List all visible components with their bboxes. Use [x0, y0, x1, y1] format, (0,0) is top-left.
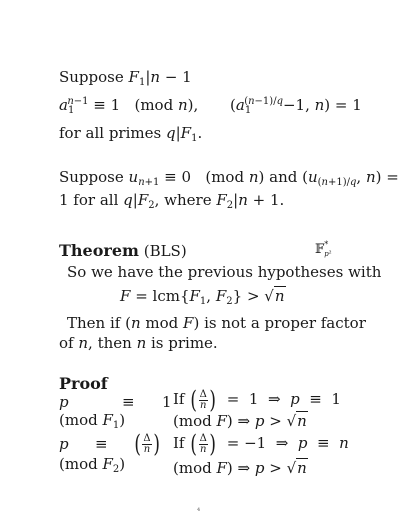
- proof-r2-mod: (mod $F_2$): [59, 455, 126, 475]
- proof-r2-legendre: ( $\frac{\Delta}{n}$ ): [134, 430, 160, 458]
- proof-r1-one: 1: [162, 393, 172, 411]
- proof-r2-bound: (mod F) ⇒ p > √n: [173, 459, 307, 477]
- proof-r1-if: If ( $\frac{\Delta}{n}$ ) = 1 ⇒ p ≡ 1: [173, 386, 341, 414]
- proof-r1-bound: (mod F) ⇒ p > √n: [173, 412, 307, 430]
- theorem-tag: (BLS): [143, 242, 187, 260]
- field-label: 𝔽*$_{p^2}$: [315, 240, 332, 258]
- proof-r1-equiv: ≡: [122, 393, 135, 411]
- hyp2-line2: 1 for all $q|F_2$, where $F_2|n + 1$.: [59, 191, 285, 211]
- hyp1-line2-congruence: $a_1^{n-1} \equiv 1$ (mod n),: [59, 96, 199, 116]
- proof-r1-p: p: [59, 393, 69, 411]
- theorem-line1: So we have the previous hypotheses with: [67, 263, 382, 281]
- hyp2-line1: Suppose $u_{n+1} \equiv 0$ (mod n) and ($u_{(n+1)/q}$, n) =: [59, 168, 399, 188]
- proof-title: Proof: [59, 374, 108, 393]
- theorem-formula: $F = lcm\{F_1$, $F_2\} > √n$: [120, 287, 285, 307]
- page-number: 4: [197, 507, 201, 513]
- theorem-heading: [59, 243, 187, 259]
- proof-r2-if: If ( $\frac{\Delta}{n}$ ) = −1 ⇒ p ≡ n: [173, 430, 349, 458]
- hyp1-line1: Suppose $F_1|n - 1$: [59, 68, 192, 88]
- theorem-title: Theorem: [59, 241, 139, 260]
- proof-r2-p: p: [59, 435, 69, 453]
- hyp1-line3: for all primes $q|F_1$.: [59, 124, 203, 144]
- proof-r2-equiv: ≡: [95, 435, 108, 453]
- hyp1-line2-gcd: ($a_1^{(n-1)/q}-1$, n) = 1: [230, 96, 362, 116]
- theorem-line3: of n, then n is prime.: [59, 334, 218, 352]
- proof-r1-mod: (mod $F_1$): [59, 411, 126, 431]
- theorem-line2: Then if (n mod F) is not a proper factor: [67, 314, 366, 332]
